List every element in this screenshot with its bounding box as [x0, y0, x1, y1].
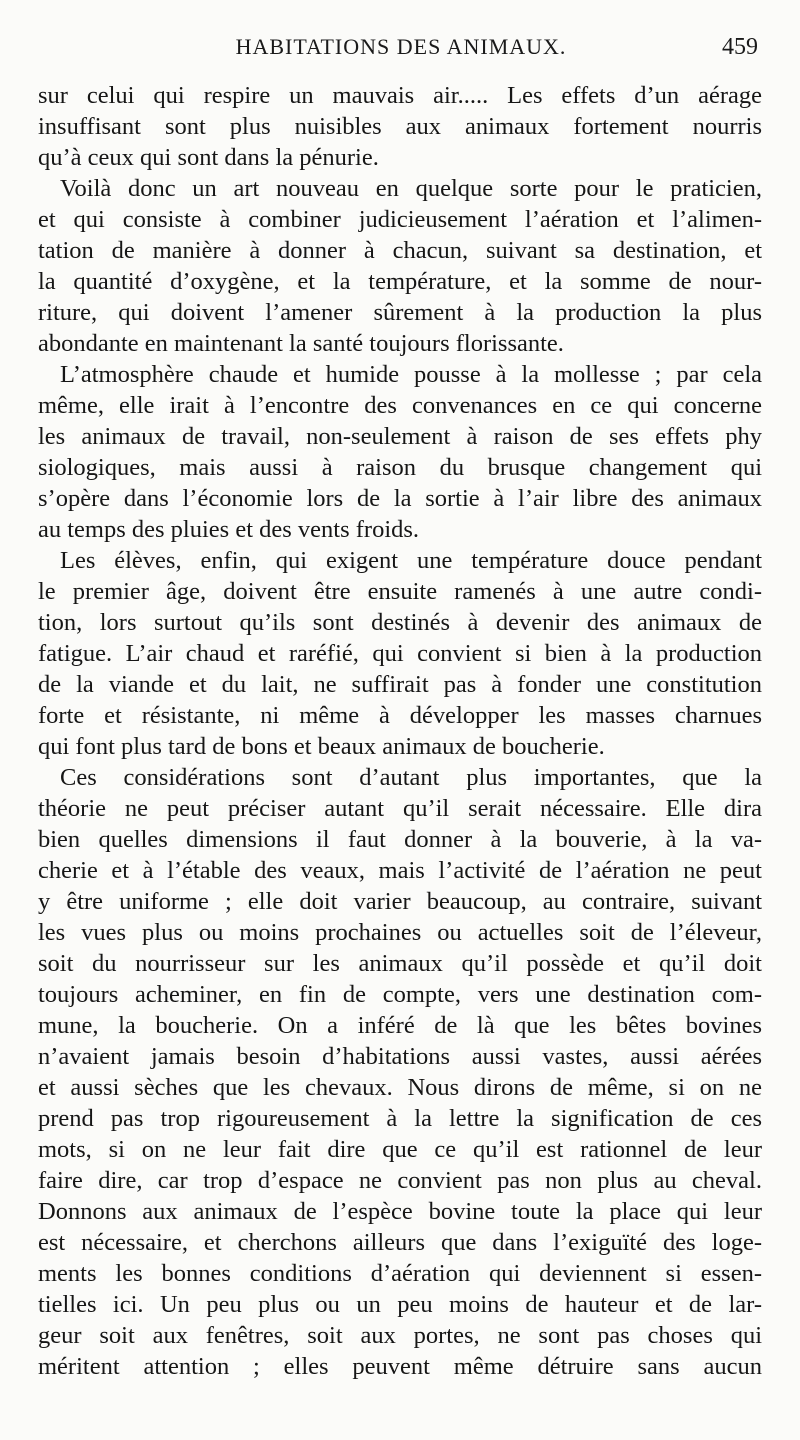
text-line: qu’à ceux qui sont dans la pénurie. — [38, 144, 379, 171]
text-line: y être uniforme ; elle doit varier beaucoup, au contraire, suivant — [38, 888, 762, 915]
running-head — [40, 30, 762, 64]
text-line: cherie et à l’étable des veaux, mais l’activité de l’aération ne peut — [38, 857, 762, 884]
text-line: théorie ne peut préciser autant qu’il serait nécessaire. Elle dira — [38, 795, 762, 822]
text-line: riture, qui doivent l’amener sûrement à la production la plus — [38, 299, 762, 326]
body-text — [38, 80, 762, 1382]
text-line: n’avaient jamais besoin d’habitations aussi vastes, aussi aérées — [38, 1043, 762, 1070]
text-line: Donnons aux animaux de l’espèce bovine toute la place qui leur — [38, 1198, 762, 1225]
text-line: méritent attention ; elles peuvent même détruire sans aucun — [38, 1353, 762, 1380]
text-line: ments les bonnes conditions d’aération qui deviennent si essen- — [38, 1260, 762, 1287]
text-line: qui font plus tard de bons et beaux animaux de boucherie. — [38, 733, 605, 760]
text-line: tion, lors surtout qu’ils sont destinés à devenir des animaux de — [38, 609, 762, 636]
text-line: la quantité d’oxygène, et la température, et la somme de nour- — [38, 268, 762, 295]
text-line: et aussi sèches que les chevaux. Nous dirons de même, si on ne — [38, 1074, 762, 1101]
text-line: et qui consiste à combiner judicieusement l’aération et l’alimen- — [38, 206, 762, 233]
text-line: les vues plus ou moins prochaines ou actuelles soit de l’éleveur, — [38, 919, 762, 946]
text-line: Voilà donc un art nouveau en quelque sorte pour le praticien, — [60, 175, 762, 202]
text-line: Les élèves, enfin, qui exigent une température douce pendant — [60, 547, 762, 574]
paragraph — [38, 359, 762, 545]
text-line: forte et résistante, ni même à développer les masses charnues — [38, 702, 762, 729]
text-line: insuffisant sont plus nuisibles aux animaux fortement nourris — [38, 113, 762, 140]
text-line: s’opère dans l’économie lors de la sortie à l’air libre des animaux — [38, 485, 762, 512]
paragraph — [38, 173, 762, 359]
text-line: faire dire, car trop d’espace ne convient pas non plus au cheval. — [38, 1167, 762, 1194]
running-title: HABITATIONS DES ANIMAUX. — [235, 34, 567, 59]
page-number: 459 — [722, 34, 758, 60]
text-line: toujours acheminer, en fin de compte, vers une destination com- — [38, 981, 762, 1008]
text-line: tielles ici. Un peu plus ou un peu moins de hauteur et de lar- — [38, 1291, 762, 1318]
text-line: siologiques, mais aussi à raison du brusque changement qui — [38, 454, 762, 481]
text-line: abondante en maintenant la santé toujours florissante. — [38, 330, 564, 357]
paragraph — [38, 545, 762, 762]
text-line: est nécessaire, et cherchons ailleurs que dans l’exiguïté des loge- — [38, 1229, 762, 1256]
text-line: L’atmosphère chaude et humide pousse à la mollesse ; par cela — [60, 361, 762, 388]
text-line: sur celui qui respire un mauvais air..... Les effets d’un aérage — [38, 82, 762, 109]
text-line: le premier âge, doivent être ensuite ramenés à une autre condi- — [38, 578, 762, 605]
text-line: mune, la boucherie. On a inféré de là que les bêtes bovines — [38, 1012, 762, 1039]
paragraph — [38, 80, 762, 173]
text-line: fatigue. L’air chaud et raréfié, qui convient si bien à la production — [38, 640, 762, 667]
text-line: Ces considérations sont d’autant plus importantes, que la — [60, 764, 762, 791]
text-line: de la viande et du lait, ne suffirait pas à fonder une constitution — [38, 671, 762, 698]
text-line: soit du nourrisseur sur les animaux qu’il possède et qu’il doit — [38, 950, 762, 977]
text-line: même, elle irait à l’encontre des convenances en ce qui concerne — [38, 392, 762, 419]
text-line: tation de manière à donner à chacun, suivant sa destination, et — [38, 237, 762, 264]
text-line: bien quelles dimensions il faut donner à la bouverie, à la va- — [38, 826, 762, 853]
text-line: les animaux de travail, non-seulement à raison de ses effets phy — [38, 423, 762, 450]
text-line: mots, si on ne leur fait dire que ce qu’il est rationnel de leur — [38, 1136, 762, 1163]
text-line: au temps des pluies et des vents froids. — [38, 516, 420, 543]
text-line: prend pas trop rigoureusement à la lettre la signification de ces — [38, 1105, 762, 1132]
text-line: geur soit aux fenêtres, soit aux portes, ne sont pas choses qui — [38, 1322, 762, 1349]
paragraph — [38, 762, 762, 1382]
